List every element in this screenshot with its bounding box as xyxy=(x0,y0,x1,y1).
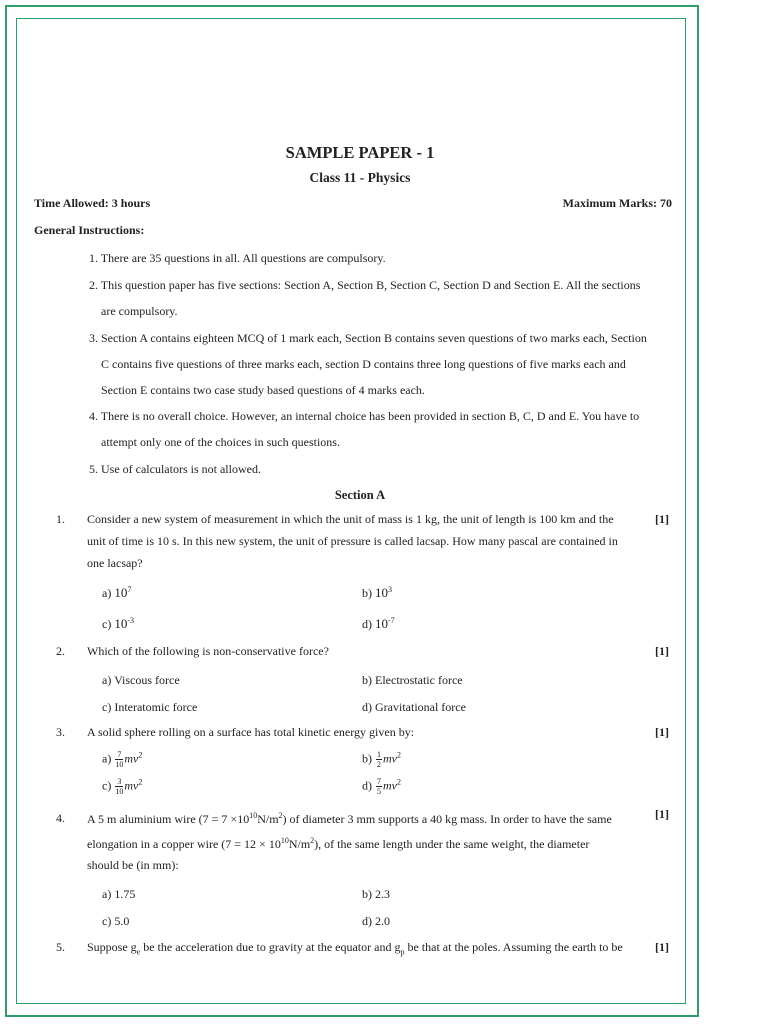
fraction xyxy=(376,777,382,796)
numerator: 7 xyxy=(117,750,122,759)
exponent: 2 xyxy=(138,777,143,787)
option-b xyxy=(362,750,401,769)
exponent: -7 xyxy=(388,616,395,625)
option-d: d) Gravitational force xyxy=(362,700,466,714)
option-c: c) 5.0 xyxy=(102,914,130,928)
time-allowed: Time Allowed: 3 hours xyxy=(34,196,151,210)
paper-title: SAMPLE PAPER - 1 xyxy=(285,143,435,162)
exponent: 2 xyxy=(278,811,283,820)
option-label: a) xyxy=(102,586,112,600)
numerator: 7 xyxy=(377,777,381,786)
section-heading: Section A xyxy=(334,488,386,502)
question-text xyxy=(87,811,612,827)
instruction-line: 2. This question paper has five sections: Section A, Section B, Section C, Section D and Section E. All the sections xyxy=(89,278,641,292)
option-b: b) 2.3 xyxy=(362,887,390,901)
option-value: 10 xyxy=(114,616,128,631)
general-instructions-heading: General Instructions: xyxy=(34,223,145,237)
instruction-line: C contains five questions of three marks each, section D contains three long questions of five marks each and xyxy=(101,357,626,371)
instruction-line: 3. Section A contains eighteen MCQ of 1 mark each, Section B contains seven questions of two marks each, Section xyxy=(89,331,647,345)
expression: mv xyxy=(383,751,397,766)
option-label: c) xyxy=(102,778,112,793)
option-a xyxy=(102,585,131,601)
exponent: -3 xyxy=(127,616,134,625)
option-value: 10 xyxy=(114,585,128,600)
option-label: a) xyxy=(102,751,112,766)
expression: mv xyxy=(383,778,397,793)
option-c xyxy=(102,616,134,632)
option-b xyxy=(362,585,392,601)
question-number: 3. xyxy=(56,725,65,739)
text-run: Suppose g xyxy=(87,940,137,954)
option-d: d) 2.0 xyxy=(362,914,390,928)
option-a xyxy=(102,750,142,769)
question-marks: [1] xyxy=(655,512,669,526)
question-text: one lacsap? xyxy=(87,556,143,570)
instruction-line: Section E contains two case study based questions of 4 marks each. xyxy=(101,383,425,397)
question-text: A solid sphere rolling on a surface has total kinetic energy given by: xyxy=(87,725,415,739)
option-d xyxy=(362,616,395,632)
question-marks: [1] xyxy=(655,940,669,954)
option-b: b) Electrostatic force xyxy=(362,673,463,687)
expression: mv xyxy=(124,751,139,766)
question-text: Consider a new system of measurement in which the unit of mass is 1 kg, the unit of length is 100 km and the xyxy=(87,512,614,526)
denominator: 5 xyxy=(377,787,381,796)
question-marks: [1] xyxy=(655,725,669,739)
exponent: 2 xyxy=(397,750,401,760)
numerator: 3 xyxy=(117,777,122,786)
exponent: 2 xyxy=(310,836,315,845)
exponent: 10 xyxy=(249,811,258,820)
denominator: 2 xyxy=(377,760,381,769)
option-label: c) xyxy=(102,617,112,631)
question-number: 5. xyxy=(56,940,65,954)
question-number: 2. xyxy=(56,644,65,658)
instruction-line: 4. There is no overall choice. However, an internal choice has been provided in section B, C, D and E. You have to xyxy=(89,409,640,423)
instruction-line: attempt only one of the choices in such questions. xyxy=(101,435,340,449)
denominator: 10 xyxy=(115,787,124,796)
page-border-inner xyxy=(16,18,686,1004)
fraction xyxy=(115,750,123,769)
subscript: e xyxy=(136,947,141,957)
question-text: unit of time is 10 s. In this new system, the unit of pressure is called lacsap. How many pascal are contained in xyxy=(87,534,618,548)
option-value: 10 xyxy=(375,585,388,600)
exponent: 7 xyxy=(127,585,132,594)
instruction-line: 1. There are 35 questions in all. All questions are compulsory. xyxy=(89,251,386,265)
text-run: ), of the same length under the same weight, the diameter xyxy=(314,837,590,851)
question-text: should be (in mm): xyxy=(87,858,179,872)
text-run: ) of diameter 3 mm supports a 40 kg mass. In order to have the same xyxy=(282,812,612,826)
subscript: p xyxy=(400,947,405,957)
option-a: a) Viscous force xyxy=(102,673,180,687)
option-label: d) xyxy=(362,617,372,631)
option-label: b) xyxy=(362,586,372,600)
question-number: 1. xyxy=(56,512,65,526)
exponent: 2 xyxy=(138,750,143,760)
fraction xyxy=(115,777,123,796)
denominator: 10 xyxy=(115,760,124,769)
text-run: A 5 m aluminium wire (7 = 7 ×10 xyxy=(87,812,250,826)
text-run: elongation in a copper wire (7 = 12 × 10 xyxy=(87,837,281,851)
option-c: c) Interatomic force xyxy=(102,700,198,714)
option-value: 10 xyxy=(375,616,388,631)
option-label: b) xyxy=(362,751,372,766)
question-marks: [1] xyxy=(655,807,669,821)
option-a: a) 1.75 xyxy=(102,887,136,901)
exponent: 10 xyxy=(280,836,289,845)
question-text: Which of the following is non-conservative force? xyxy=(87,644,329,658)
option-c xyxy=(102,777,142,796)
expression: mv xyxy=(124,778,139,793)
option-label: d) xyxy=(362,778,372,793)
question-text xyxy=(87,836,589,852)
text-run: be the acceleration due to gravity at the equator and g xyxy=(140,940,401,954)
instruction-line: 5. Use of calculators is not allowed. xyxy=(89,462,261,476)
question-marks: [1] xyxy=(655,644,669,658)
text-run: N/m xyxy=(257,812,279,826)
option-d xyxy=(362,777,401,796)
paper-subtitle: Class 11 - Physics xyxy=(309,170,411,185)
text-run: N/m xyxy=(288,837,311,851)
instruction-line: are compulsory. xyxy=(101,304,178,318)
question-number: 4. xyxy=(56,811,65,825)
exponent: 3 xyxy=(388,585,392,594)
question-text xyxy=(87,940,623,956)
text-run: be that at the poles. Assuming the earth to be xyxy=(404,940,623,954)
maximum-marks: Maximum Marks: 70 xyxy=(562,196,672,210)
fraction xyxy=(376,750,382,769)
exponent: 2 xyxy=(397,777,401,787)
numerator: 1 xyxy=(377,750,381,759)
